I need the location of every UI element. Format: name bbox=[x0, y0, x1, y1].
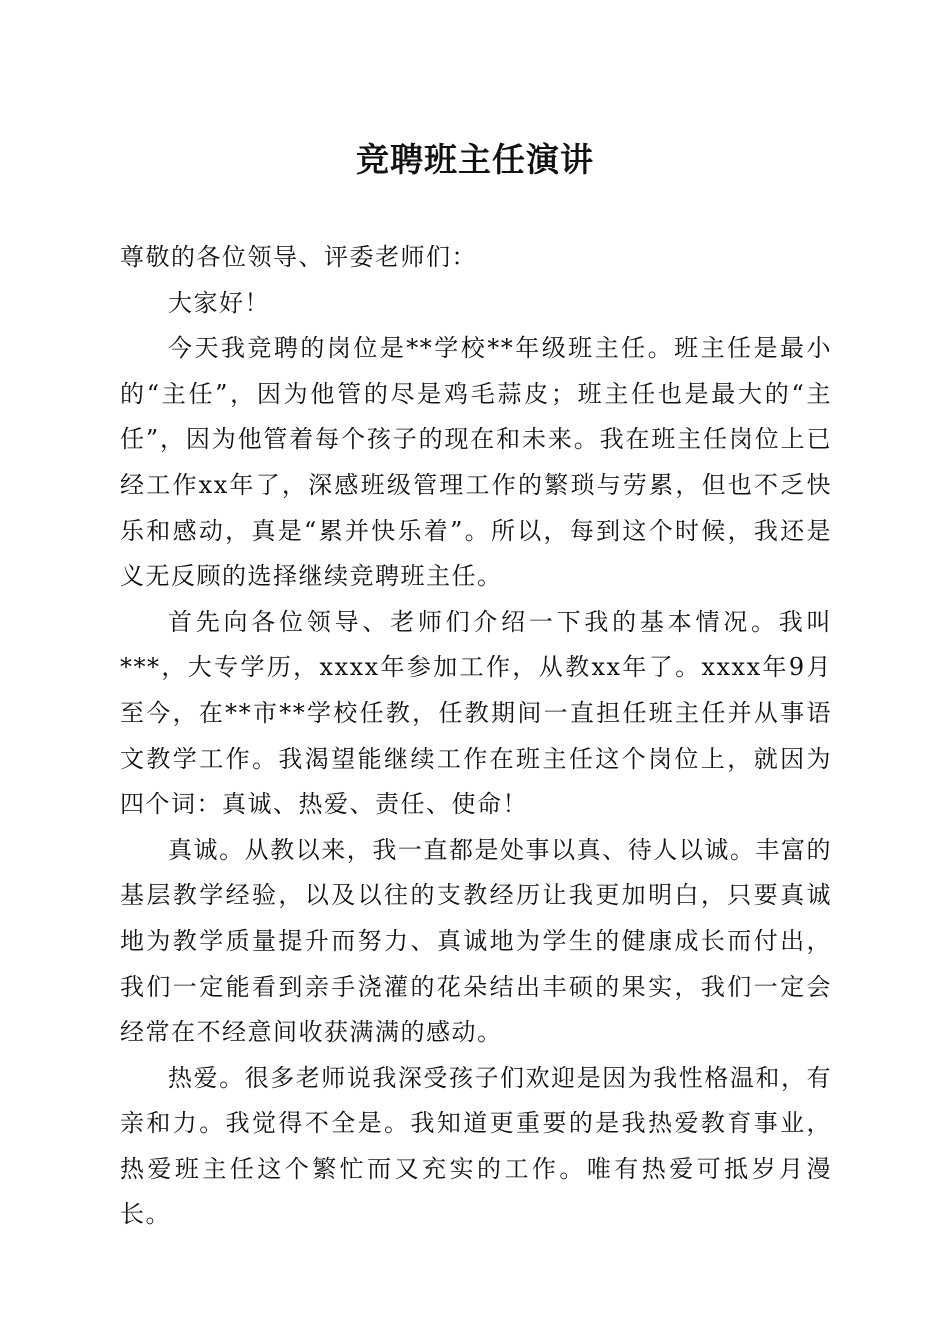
salutation: 尊敬的各位领导、评委老师们： bbox=[120, 243, 477, 271]
paragraph-position: 今天我竞聘的岗位是**学校**年级班主任。班主任是最小的“主任”，因为他管的尽是鸡毛蒜皮；班主任也是最大的“主任”，因为他管着每个孩子的现在和未来。我在班主任岗位上已经工作xx年了，深感班级管理工作的繁琐与劳累，但也不乏快乐和感动，真是“累并快乐着”。所以，每到这个时候，我还是义无反顾的选择继续竞聘班主任。 bbox=[120, 334, 832, 591]
document-title: 竞聘班主任演讲 bbox=[356, 140, 594, 179]
paragraph-passion: 热爱。很多老师说我深受孩子们欢迎是因为我性格温和，有亲和力。我觉得不全是。我知道更重要的是我热爱教育事业，热爱班主任这个繁忙而又充实的工作。唯有热爱可抵岁月漫长。 bbox=[120, 1063, 832, 1229]
paragraph-sincerity: 真诚。从教以来，我一直都是处事以真、待人以诚。丰富的基层教学经验，以及以往的支教经历让我更加明白，只要真诚地为教学质量提升而努力、真诚地为学生的健康成长而付出，我们一定能看到亲手浇灌的花朵结出丰硕的果实，我们一定会经常在不经意间收获满满的感动。 bbox=[120, 835, 832, 1047]
paragraph-introduction: 首先向各位领导、老师们介绍一下我的基本情况。我叫***，大专学历，xxxx年参加工作，从教xx年了。xxxx年9月至今，在**市**学校任教，任教期间一直担任班主任并从事语文教学工作。我渴望能继续工作在班主任这个岗位上，就因为四个词：真诚、热爱、责任、使命！ bbox=[120, 607, 832, 819]
document-body bbox=[120, 235, 832, 1238]
paragraph-greeting: 大家好！ bbox=[168, 288, 270, 317]
